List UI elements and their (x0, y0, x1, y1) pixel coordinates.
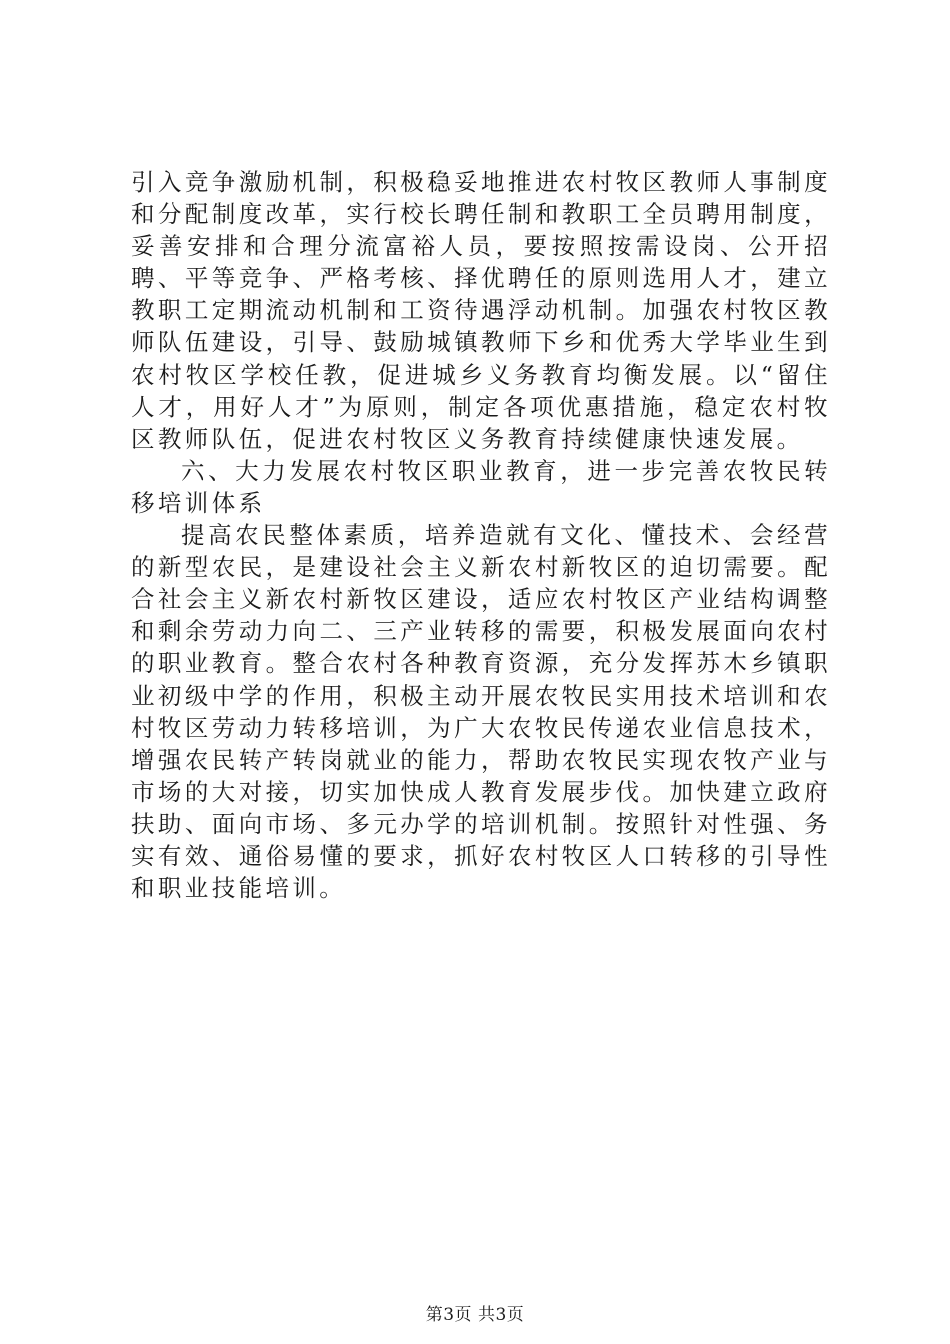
document-body (131, 166, 831, 904)
page-number-footer: 第3页 共3页 (425, 1305, 525, 1325)
paragraph-farmer-training: 提高农民整体素质，培养造就有文化、懂技术、会经营的新型农民，是建设社会主义新农村新牧区的迫切需要。配合社会主义新农村新牧区建设，适应农村牧区产业结构调整和剩余劳动力向二、三产业转移的需要，积极发展面向农村的职业教育。整合农村各种教育资源，充分发挥苏木乡镇职业初级中学的作用，积极主动开展农牧民实用技术培训和农村牧区劳动力转移培训，为广大农牧民传递农业信息技术，增强农民转产转岗就业的能力，帮助农牧民实现农牧产业与市场的大对接，切实加快成人教育发展步伐。加快建立政府扶助、面向市场、多元办学的培训机制。按照针对性强、务实有效、通俗易懂的要求，抓好农村牧区人口转移的引导性和职业技能培训。 (131, 521, 831, 903)
paragraph-teacher-reform: 引入竞争激励机制，积极稳妥地推进农村牧区教师人事制度和分配制度改革，实行校长聘任制和教职工全员聘用制度，妥善安排和合理分流富裕人员，要按照按需设岗、公开招聘、平等竞争、严格考核、择优聘任的原则选用人才，建立教职工定期流动机制和工资待遇浮动机制。加强农村牧区教师队伍建设，引导、鼓励城镇教师下乡和优秀大学毕业生到农村牧区学校任教，促进城乡义务教育均衡发展。以“留住人才，用好人才”为原则，制定各项优惠措施，稳定农村牧区教师队伍，促进农村牧区义务教育持续健康快速发展。 (131, 168, 831, 453)
section-heading-vocational-education: 六、大力发展农村牧区职业教育，进一步完善农牧民转移培训体系 (131, 456, 831, 517)
